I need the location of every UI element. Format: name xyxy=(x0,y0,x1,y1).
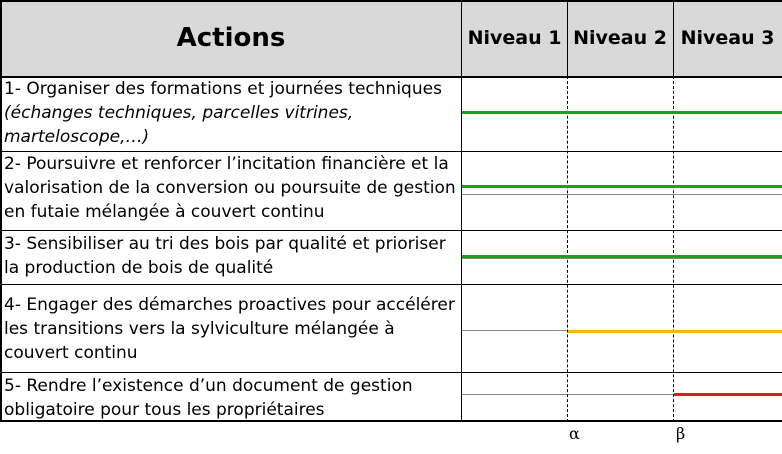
row-divider xyxy=(0,230,782,231)
column-divider xyxy=(673,0,674,76)
beta-marker: β xyxy=(676,424,686,443)
level-1-header: Niveau 1 xyxy=(467,27,562,49)
action-row-1 xyxy=(4,77,458,149)
level-2-header: Niveau 2 xyxy=(573,27,667,49)
row-divider xyxy=(0,372,782,373)
action-row-2-main: 2- Poursuivre et renforcer l’incitation financière et la valorisation de la conversion ou poursuite de gestion en futaie mélangée à couvert continu xyxy=(4,154,456,222)
action-row-3-main: 3- Sensibiliser au tri des bois par qualité et prioriser la production de bois de qualité xyxy=(4,234,446,278)
alpha-threshold-line xyxy=(567,76,568,422)
table-left-border xyxy=(0,0,2,422)
level-bar-row-3 xyxy=(462,255,782,258)
level-3-header: Niveau 3 xyxy=(680,27,775,49)
sub-row-line xyxy=(462,258,782,259)
action-row-4 xyxy=(4,293,458,365)
column-divider xyxy=(567,0,568,76)
action-row-2 xyxy=(4,152,458,224)
beta-threshold-line xyxy=(673,76,674,422)
sub-row-line xyxy=(462,194,782,195)
column-divider xyxy=(461,0,462,422)
action-row-5-main: 5- Rendre l’existence d’un document de gestion obligatoire pour tous les propriétaires xyxy=(4,376,413,420)
action-row-5 xyxy=(4,374,458,422)
action-row-1-sub: (échanges techniques, parcelles vitrines, marteloscope,…) xyxy=(4,103,354,147)
actions-header: Actions xyxy=(176,23,286,53)
action-row-3 xyxy=(4,232,458,280)
level-bar-row-4 xyxy=(568,330,782,333)
row-divider xyxy=(0,284,782,285)
alpha-marker: α xyxy=(569,424,580,443)
level-bar-row-5 xyxy=(674,393,782,396)
action-row-1-main: 1- Organiser des formations et journées techniques xyxy=(4,79,442,99)
level-bar-row-2 xyxy=(462,185,782,188)
action-row-4-main: 4- Engager des démarches proactives pour accélérer les transitions vers la sylviculture mélangée à couvert continu xyxy=(4,295,455,363)
table-top-border xyxy=(0,0,782,2)
level-bar-row-1 xyxy=(462,111,782,114)
